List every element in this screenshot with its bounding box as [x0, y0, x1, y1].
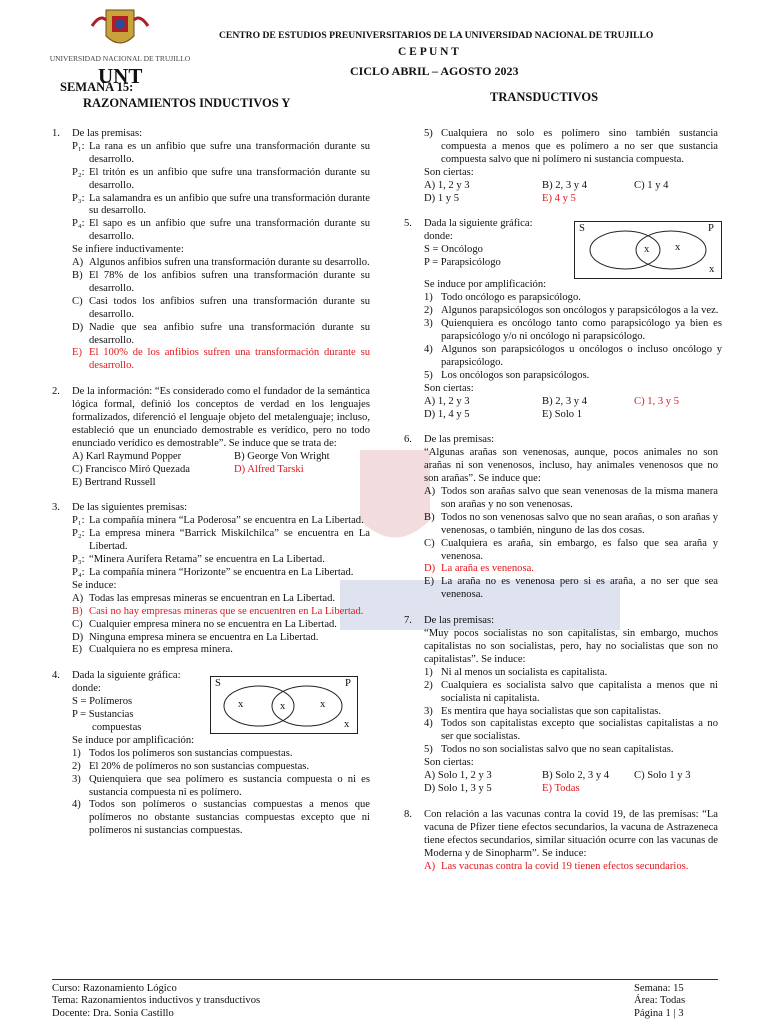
donde-label: donde: — [72, 683, 101, 695]
correct-answer — [424, 563, 718, 576]
option-label: C) — [72, 295, 83, 307]
option-text: El 78% de los anfibios sufren una transformación durante su desarrollo. — [89, 269, 370, 294]
option-e: E) Bertrand Russell — [72, 476, 156, 488]
question-4-continued — [404, 128, 718, 205]
item-text: Todos no son socialistas salvo que no sean capitalistas. — [441, 744, 674, 756]
option-b: B) 2, 3 y 4 — [542, 179, 588, 191]
item-label: 5) — [424, 744, 433, 756]
venn-label-p: P — [708, 223, 714, 235]
footer-teacher: Docente: Dra. Sonia Castillo — [52, 1007, 174, 1019]
question-8 — [404, 809, 718, 874]
venn-diagram — [210, 676, 358, 734]
header-line1: CENTRO DE ESTUDIOS PREUNIVERSITARIOS DE LA UNIVERSIDAD NACIONAL DE TRUJILLO — [219, 30, 654, 41]
question-2 — [52, 386, 370, 489]
option-a: A) Solo 1, 2 y 3 — [424, 770, 492, 782]
question-stem: De la información: “Es considerado como el fundador de la semántica lógica formal, definió los conceptos de verdad en los lenguajes formalizados, diferenció el lenguaje objeto del metalenguaje; incluso, estableció que un enunciado demostrable es verídico, pero no todo enunciado verídico es demostrable”. Se induce que se trata de: — [72, 386, 370, 449]
option-label: C) — [72, 618, 83, 630]
option-label: B) — [72, 605, 83, 617]
item-label: 5) — [424, 128, 433, 139]
option-label: D) — [424, 563, 436, 575]
item-label: 2) — [72, 760, 81, 772]
option-b: B) 2, 3 y 4 — [542, 395, 588, 407]
question-number: 7. — [404, 615, 412, 627]
option-e-correct: E) 4 y 5 — [542, 192, 576, 204]
venn-mark-x: x — [644, 244, 650, 256]
item-text: Ni al menos un socialista es capitalista. — [441, 666, 608, 678]
item-text: Cualquiera es socialista salvo que capitalista a menos que ni socialista ni capitalista. — [441, 679, 718, 704]
correct-answer — [424, 861, 718, 874]
question-stem: De las premisas: — [72, 128, 143, 139]
footer-topic: Tema: Razonamientos inductivos y transductivos — [52, 995, 261, 1007]
venn-mark-x: x — [675, 242, 681, 254]
left-column — [52, 128, 370, 851]
item-text: Cualquiera no solo es polímero sino también sustancia compuesta a menos que es polímero a no ser que sustancia compuesta salvo que ni polímero ni sustancia compuesta. — [441, 128, 718, 165]
venn-mark-x: x — [320, 699, 326, 711]
venn-mark-x: x — [238, 699, 244, 711]
footer-area: Área: Todas — [634, 995, 686, 1007]
option-label: D) — [72, 631, 84, 643]
logo-abbr: UNT — [98, 64, 143, 88]
option-d-correct: D) Alfred Tarski — [234, 463, 304, 475]
option-c: C) Solo 1 y 3 — [634, 770, 691, 782]
week-label: SEMANA 15: — [60, 80, 134, 94]
option-text: Nadie que sea anfibio sufre una transformación durante su desarrollo. — [89, 321, 370, 346]
premise-text: La rana es un anfibio que sufre una transformación durante su desarrollo. — [89, 140, 370, 165]
option-c-correct: C) 1, 3 y 5 — [634, 395, 680, 407]
option-label: E) — [72, 644, 82, 656]
page-title-part-a: RAZONAMIENTOS INDUCTIVOS Y — [83, 96, 291, 110]
son-ciertas-label: Son ciertas: — [424, 382, 474, 394]
question-quote: “Algunas arañas son venenosas, aunque, pocos animales no son arañas ni son venenosos, incluso, hay animales venenosos que no son arañas”. Se induce que: — [424, 447, 718, 485]
premise-label: P₄: — [72, 567, 85, 578]
venn-mark-x: x — [280, 701, 286, 713]
footer-divider — [52, 979, 718, 980]
item-text: Todo oncólogo es parapsicólogo. — [441, 292, 581, 304]
unt-logo — [40, 6, 200, 86]
option-text: Algunos anfibios sufren una transformación durante su desarrollo. — [89, 257, 370, 269]
item-label: 5) — [424, 369, 433, 381]
page-footer — [52, 983, 718, 1020]
question-1 — [52, 128, 370, 373]
option-d: D) Solo 1, 3 y 5 — [424, 782, 492, 794]
option-label: D) — [72, 321, 84, 333]
option-label: E) — [424, 576, 434, 588]
option-label: C) — [424, 537, 435, 549]
option-text: Todos no son venenosas salvo que no sean arañas, o son arañas y venenosas, o también, ninguno de las dos cosas. — [441, 511, 718, 536]
premise-label: P₂: — [72, 528, 85, 540]
question-5 — [404, 218, 722, 421]
item-label: 4) — [72, 799, 81, 811]
option-text: Todas las empresas mineras se encuentran en La Libertad. — [89, 592, 336, 604]
set-p-definition-cont: compuestas — [92, 721, 142, 733]
option-text: Las vacunas contra la covid 19 tienen efectos secundarios. — [441, 860, 689, 872]
item-text: Quienquiera es oncólogo tanto como parapsicólogo ya bien es parapsicólogo y/o ni oncólogo ni parapsicólogo. — [441, 318, 722, 343]
question-3 — [52, 502, 370, 657]
item-text: Quienquiera que sea polímero es sustancia compuesta o ni es sustancia compuesta ni es polímero. — [89, 773, 370, 798]
item-label: 3) — [72, 773, 81, 785]
premise-text: El sapo es un anfibio que sufre una transformación durante su desarrollo. — [89, 218, 370, 243]
footer-course: Curso: Razonamiento Lógico — [52, 983, 177, 994]
question-number: 1. — [52, 128, 60, 139]
option-text: Casi no hay empresas mineras que se encuentren en La Libertad. — [89, 605, 364, 617]
option-label: B) — [72, 269, 83, 281]
option-text: El 100% de los anfibios sufren una transformación durante su desarrollo. — [89, 347, 370, 372]
item-text: Algunos son parapsicólogos u oncólogos o incluso oncólogo y parapsicólogo. — [441, 343, 722, 368]
item-label: 3) — [424, 318, 433, 330]
option-b: B) Solo 2, 3 y 4 — [542, 770, 610, 782]
option-label: A) — [72, 257, 84, 269]
question-number: 2. — [52, 386, 60, 398]
item-label: 3) — [424, 705, 433, 717]
logo-caption: UNIVERSIDAD NACIONAL DE TRUJILLO — [49, 54, 191, 63]
premise-label: P₃: — [72, 192, 85, 204]
option-c: C) Francisco Miró Quezada — [72, 463, 190, 475]
item-label: 1) — [72, 747, 81, 759]
set-s-definition: S = Polímeros — [72, 696, 133, 708]
venn-label-s: S — [215, 678, 221, 690]
footer-week: Semana: 15 — [634, 983, 684, 994]
premise-text: El tritón es un anfibio que sufre una transformación durante su desarrollo. — [89, 166, 370, 191]
venn-mark-x: x — [344, 719, 350, 731]
item-text: El 20% de polímeros no son sustancias compuestas. — [89, 760, 310, 772]
question-ask: Se induce por amplificación: — [424, 279, 547, 291]
question-ask: Se induce: — [72, 579, 117, 591]
header-line3: CICLO ABRIL – AGOSTO 2023 — [350, 64, 519, 78]
item-label: 2) — [424, 305, 433, 317]
son-ciertas-label: Son ciertas: — [424, 166, 474, 178]
right-column — [404, 128, 722, 886]
question-stem: Dada la siguiente gráfica: — [424, 218, 533, 230]
footer-page-number: Página 1 | 3 — [634, 1007, 684, 1019]
donde-label: donde: — [424, 231, 453, 243]
question-quote: “Muy pocos socialistas no son capitalistas, sin embargo, muchos capitalistas no son socialistas, pero, hay no socialistas que son no capitalistas”. Se induce: — [424, 628, 718, 665]
venn-label-s: S — [579, 223, 585, 235]
option-c: C) 1 y 4 — [634, 179, 669, 191]
question-ask: Se infiere inductivamente: — [72, 244, 184, 256]
item-label: 2) — [424, 679, 433, 691]
option-d: D) 1, 4 y 5 — [424, 408, 470, 420]
option-e: E) Solo 1 — [542, 408, 583, 420]
item-label: 1) — [424, 292, 433, 304]
option-text: La araña no es venenosa pero si es araña, a no ser que sea venenosa. — [441, 576, 718, 601]
question-ask: Se induce por amplificación: — [72, 734, 195, 746]
item-label: 4) — [424, 343, 433, 355]
option-d: D) 1 y 5 — [424, 192, 460, 204]
question-stem: Con relación a las vacunas contra la covid 19, de las premisas: “La vacuna de Pfizer tiene efectos secundarios, la vacuna de Astrazeneca tiene efectos secundarios, similar situación ocurre con las vacunas de Moderna y de Sinopharm”. Se induce: — [424, 808, 718, 859]
correct-answer — [72, 606, 370, 619]
question-4 — [52, 670, 370, 838]
option-label: A) — [424, 486, 436, 498]
premise-text: “Minera Aurífera Retama” se encuentra en La Libertad. — [89, 554, 325, 566]
item-text: Todos los polímeros son sustancias compuestas. — [89, 747, 293, 759]
item-text: Algunos parapsicólogos son oncólogos y parapsicólogos a la vez. — [441, 305, 719, 317]
premise-text: La salamandra es un anfibio que sufre una transformación durante su desarrollo. — [89, 192, 370, 217]
premise-text: La empresa minera “Barrick Miskilchilca” se encuentra en La Libertad. — [89, 528, 370, 553]
set-p-definition: P = Parapsicólogo — [424, 257, 501, 269]
venn-mark-x: x — [709, 264, 715, 276]
premise-text: La compañía minera “La Poderosa” se encuentra en La Libertad. — [89, 515, 364, 527]
option-text: Casi todos los anfibios sufren una transformación durante su desarrollo. — [89, 295, 370, 320]
item-text: Todos son capitalistas excepto que socialistas capitalistas a no ser que socialistas. — [441, 718, 718, 743]
option-text: Cualquiera no es empresa minera. — [89, 644, 233, 656]
question-number: 5. — [404, 218, 412, 230]
option-text: Todos son arañas salvo que sean venenosas de la misma manera son arañas y no son venenosas. — [441, 486, 718, 510]
option-a: A) 1, 2 y 3 — [424, 179, 470, 191]
set-p-definition: P = Sustancias — [72, 709, 134, 721]
question-stem: De las premisas: — [424, 615, 495, 627]
question-stem: De las siguientes premisas: — [72, 502, 188, 514]
question-7 — [404, 615, 718, 796]
set-s-definition: S = Oncólogo — [424, 244, 483, 256]
son-ciertas-label: Son ciertas: — [424, 757, 474, 769]
option-label: A) — [72, 592, 84, 604]
option-label: E) — [72, 347, 82, 359]
question-number: 3. — [52, 502, 60, 514]
premise-label: P₂: — [72, 166, 85, 178]
item-label: 4) — [424, 718, 433, 730]
premise-text: La compañía minera “Horizonte” se encuentra en La Libertad. — [89, 567, 354, 578]
option-label: A) — [424, 860, 436, 872]
venn-diagram — [574, 221, 722, 279]
option-text: Cualquiera es araña, sin embargo, es falso que sea araña y venenosa. — [441, 537, 718, 562]
correct-answer — [72, 347, 370, 373]
question-stem: Dada la siguiente gráfica: — [72, 670, 181, 682]
premise-label: P₁: — [72, 140, 85, 152]
premise-label: P₄: — [72, 218, 85, 230]
option-e-correct: E) Todas — [542, 782, 580, 794]
question-number: 6. — [404, 434, 412, 446]
item-text: Es mentira que haya socialistas que son capitalistas. — [441, 705, 662, 717]
option-text: Cualquier empresa minera no se encuentra en La Libertad. — [89, 618, 337, 630]
question-number: 8. — [404, 808, 412, 820]
question-number: 4. — [52, 670, 60, 682]
option-label: B) — [424, 511, 435, 523]
option-text: Ninguna empresa minera se encuentra en La Libertad. — [89, 631, 319, 643]
page-title-part-b: TRANSDUCTIVOS — [490, 90, 599, 104]
option-a: A) Karl Raymund Popper — [72, 450, 182, 462]
premise-label: P₃: — [72, 554, 85, 566]
item-text: Los oncólogos son parapsicólogos. — [441, 369, 590, 381]
item-label: 1) — [424, 666, 433, 678]
venn-label-p: P — [345, 678, 351, 690]
option-b: B) George Von Wright — [234, 450, 330, 462]
option-a: A) 1, 2 y 3 — [424, 395, 470, 407]
item-text: Todos son polímeros o sustancias compuestas a menos que polímeros no obstante sustancias compuestas excepto que ni polímeros ni sustancias compuestas. — [89, 799, 370, 837]
header-line2: C E P U N T — [398, 46, 459, 58]
premise-label: P₁: — [72, 515, 85, 527]
question-stem: De las premisas: — [424, 434, 495, 446]
option-text: La araña es venenosa. — [441, 563, 534, 575]
question-6 — [404, 434, 718, 602]
